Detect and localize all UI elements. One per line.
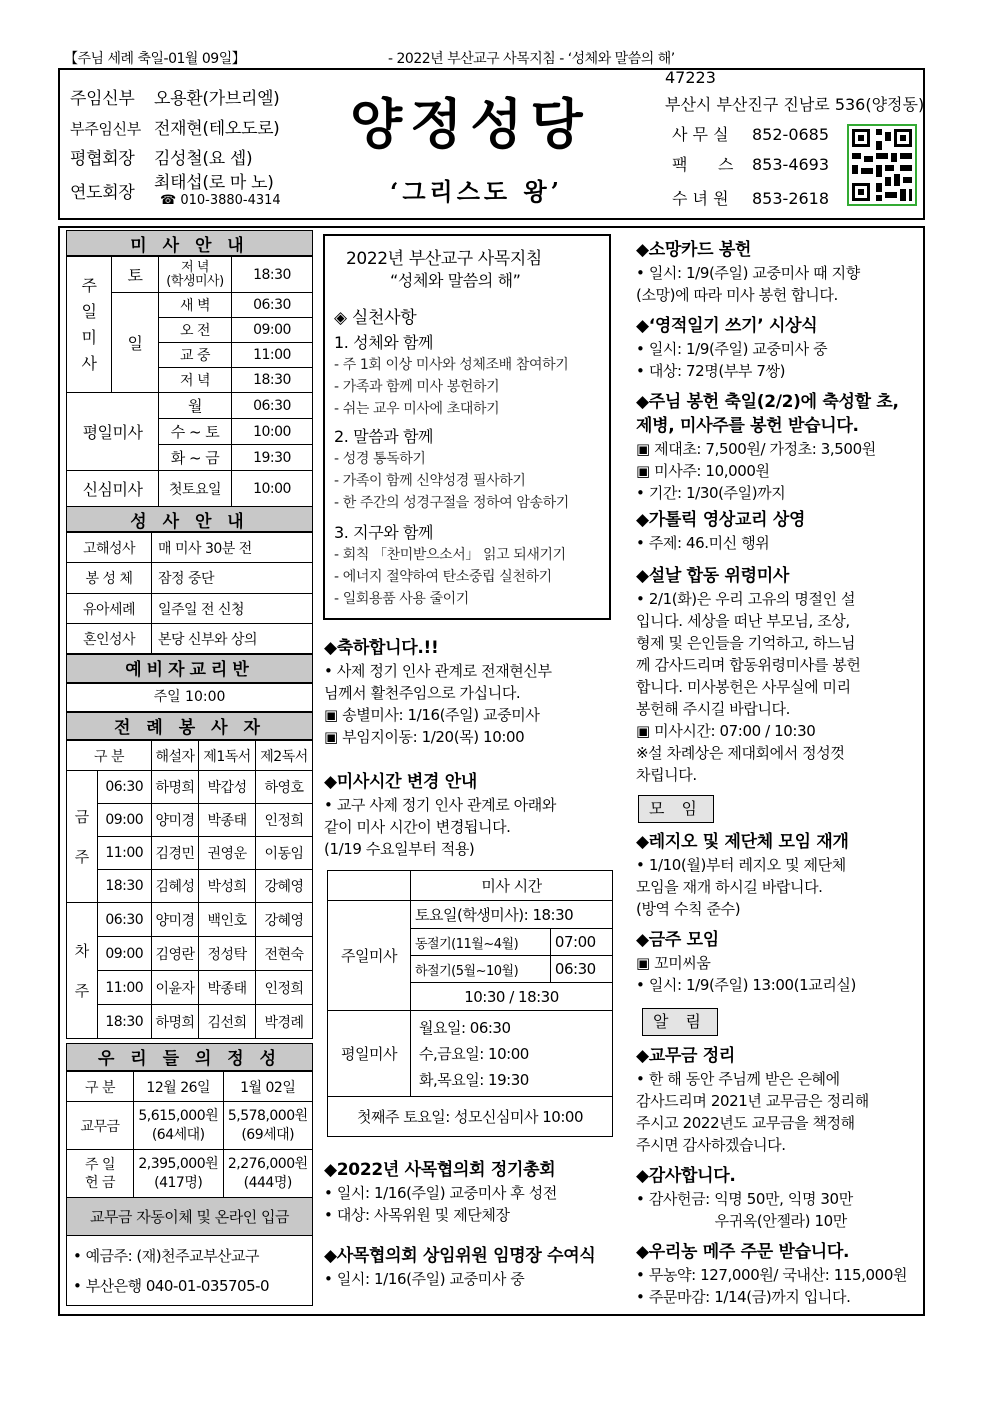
offering-title: 우 리 들 의 정 성 — [66, 1043, 313, 1071]
offering-amount: 2,395,000원 (417명) — [134, 1150, 224, 1198]
server-time: 11:00 — [97, 971, 151, 1005]
mass-time-head: 미사 시간 — [411, 871, 613, 901]
server-reader1: 정성탁 — [199, 937, 256, 971]
memorial-mass-notice: ◆설날 합동 위령미사 • 2/1(화)은 우리 고유의 명절인 설 입니다. 세상을 떠난 부모님, 조상, 형제 및 은인들을 기억하고, 하느님 께 감사드리며 합동위령미사를 봉헌 합니다. 미사봉헌은 사무실에 미리 봉헌해 주시길 바랍니다. ▣ 미사시간: 07:00 / 10:30 ※설 차례상은 제대회에서 정성껏 차립니다. — [636, 566, 861, 784]
server-commentator: 김혜성 — [152, 870, 199, 903]
qr-code-icon[interactable] — [847, 124, 917, 206]
server-time: 11:00 — [97, 837, 151, 870]
assembly-notice: ◆2022년 사목협의회 정기총회 • 일시: 1/16(주일) 교중미사 후 성전 • 대상: 사목위원 및 제단체장 — [324, 1160, 557, 1224]
server-reader2: 인정희 — [256, 804, 313, 837]
server-reader2: 전현숙 — [256, 937, 313, 971]
server-time: 06:30 — [97, 771, 151, 804]
summer-label: 하절기(5월~10월) — [411, 956, 551, 983]
mass-name: 교 중 — [159, 343, 232, 368]
mass-guide-title: 미 사 안 내 — [66, 230, 313, 256]
guide-section-3: 3. 지구와 함께 - 회칙 「찬미받으소서」 읽고 되새기기 - 에너지 절약하여 탄소중립 실천하기 - 일회용품 사용 줄이기 — [334, 523, 566, 607]
mass-time-table — [327, 870, 613, 1137]
server-reader1: 김선희 — [199, 1005, 256, 1039]
bank-account: • 부산은행 040-01-035705-0 — [73, 1276, 270, 1295]
guide-section-1: 1. 성체와 함께 - 주 1회 이상 미사와 성체조배 참여하기 - 가족과 함께 미사 봉헌하기 - 쉬는 교우 미사에 초대하기 — [334, 333, 569, 417]
contact-office: 사 무 실 852-0685 — [672, 125, 830, 144]
sacrament-name: 유아세례 — [67, 594, 152, 624]
offering-header: 12월 26일 — [134, 1072, 224, 1102]
mass-name: 새 벽 — [159, 293, 232, 318]
mass-table — [66, 256, 313, 507]
guide-section-2: 2. 말씀과 함께 - 성경 통독하기 - 가족이 함께 신약성경 필사하기 - 한 주간의 성경구절을 정하여 암송하기 — [334, 427, 569, 511]
servers-header: 구 분 — [67, 741, 152, 771]
sunday-mass-label: 주일미사 — [328, 901, 411, 1011]
contact-convent: 수 녀 원 853-2618 — [672, 189, 830, 208]
candle-offering-notice: ◆주님 봉헌 축일(2/2)에 축성할 초, 제병, 미사주를 봉헌 받습니다. ▣ 제대초: 7,500원/ 가정초: 3,500원 ▣ 미사주: 10,000원 • 기간: 1/30(주일)까지 — [636, 392, 899, 502]
meeting-tag: 모 임 — [638, 795, 714, 823]
address: 부산시 부산진구 진남로 536(양정동) — [665, 95, 925, 114]
server-commentator: 이윤자 — [152, 971, 199, 1005]
sacrament-info: 잠정 중단 — [152, 563, 313, 594]
staff-pastor: 주임신부 오용환(가브리엘) — [70, 89, 280, 109]
winter-label: 동절기(11월~4월) — [411, 929, 551, 956]
sacrament-info: 일주일 전 신청 — [152, 594, 313, 624]
mass-name: 저 녁 (학생미사) — [159, 257, 232, 293]
guide-subtitle: “성체와 말씀의 해” — [390, 271, 521, 290]
contact-fax: 팩 스 853-4693 — [672, 155, 830, 174]
thanks-notice: ◆감사합니다. • 감사헌금: 익명 50만, 익명 30만 우귀옥(안젤라) 10만 — [636, 1166, 853, 1230]
phone-line: ☎ 010-3880-4314 — [160, 193, 281, 208]
weekday-day: 화 ~ 금 — [159, 445, 232, 471]
server-reader1: 박종태 — [199, 804, 256, 837]
video-catechism-notice: ◆가톨릭 영상교리 상영 • 주제: 46.미신 행위 — [636, 510, 806, 552]
meju-order-notice: ◆우리농 메주 주문 받습니다. • 무농약: 127,000원/ 국내산: 115,000원 • 주문마감: 1/14(금)까지 입니다. — [636, 1242, 908, 1306]
server-time: 09:00 — [97, 804, 151, 837]
mass-time: 09:00 — [232, 318, 313, 343]
weekday-wed-fri: 수,금요일: 10:00 — [419, 1044, 529, 1063]
sacrament-name: 봉 성 체 — [67, 563, 152, 594]
church-due-notice: ◆교무금 정리 • 한 해 동안 주님께 받은 은혜에 감사드리며 2021년 교무금은 정리해 주시고 2022년도 교무금을 책정해 주시면 감사하겠습니다. — [636, 1046, 869, 1154]
server-reader2: 이동임 — [256, 837, 313, 870]
catechumen-time: 주일 10:00 — [66, 683, 313, 712]
server-commentator: 김영란 — [152, 937, 199, 971]
sun-label: 일 — [112, 293, 159, 393]
weekday-day: 수 ~ 토 — [159, 419, 232, 445]
notice-tag: 알 림 — [642, 1008, 718, 1036]
offering-kind: 교무금 — [67, 1102, 134, 1150]
server-reader1: 박성희 — [199, 870, 256, 903]
server-reader1: 박종태 — [199, 971, 256, 1005]
mass-change-notice: ◆미사시간 변경 안내 • 교구 사제 정기 인사 관계로 아래와 같이 미사 시간이 변경됩니다. (1/19 수요일부터 적용) — [324, 772, 556, 858]
pastoral-motto: - 2022년 부산교구 사목지침 - ‘성체와 말씀의 해’ — [388, 51, 675, 67]
weekday-label: 평일미사 — [67, 393, 159, 471]
mass-time: 18:30 — [232, 257, 313, 293]
sacrament-name: 고해성사 — [67, 533, 152, 563]
next-week-label: 차 주 — [67, 903, 98, 1039]
winter-time: 07:00 — [550, 929, 612, 956]
sat-student-mass: 토요일(학생미사): 18:30 — [411, 901, 613, 929]
server-reader2: 강혜영 — [256, 903, 313, 937]
this-week-label: 금 주 — [67, 771, 98, 903]
congrats-notice: ◆축하합니다.!! • 사제 정기 인사 관계로 전재현신부 님께서 활천주임으로 가십니다. ▣ 송별미사: 1/16(주일) 교중미사 ▣ 부임지이동: 1/20(목) 10:00 — [324, 638, 552, 746]
church-name: 양정성당 — [350, 92, 591, 156]
sacrament-table — [66, 532, 313, 654]
devotion-label: 신심미사 — [67, 471, 159, 507]
postcode: 47223 — [665, 68, 716, 87]
servers-table — [66, 740, 313, 1039]
server-commentator: 김경민 — [152, 837, 199, 870]
staff-yeondo: 연도회장 — [70, 183, 135, 203]
server-reader1: 권영운 — [199, 837, 256, 870]
staff-assistant: 부주임신부 전재현(테오도로) — [70, 119, 280, 139]
feast-day: 【주님 세례 축일-01월 09일】 — [64, 51, 246, 67]
server-time: 18:30 — [97, 1005, 151, 1039]
server-reader2: 하영호 — [256, 771, 313, 804]
devotion-time: 10:00 — [232, 471, 313, 507]
offering-amount: 5,615,000원 (64세대) — [134, 1102, 224, 1150]
server-reader1: 백인호 — [199, 903, 256, 937]
server-commentator: 하명희 — [152, 771, 199, 804]
phone-icon: ☎ — [160, 193, 177, 208]
diary-award-notice: ◆‘영적일기 쓰기’ 시상식 • 일시: 1/9(주일) 교중미사 중 • 대상: 72명(부부 7쌍) — [636, 316, 828, 380]
offering-amount: 2,276,000원 (444명) — [223, 1150, 313, 1198]
offering-header: 1월 02일 — [223, 1072, 313, 1102]
church-patron: ‘그리스도 왕’ — [390, 177, 563, 206]
server-reader1: 박갑성 — [199, 771, 256, 804]
group-resume-notice: ◆레지오 및 제단체 모임 재개 • 1/10(월)부터 레지오 및 제단체 모임을 재개 하시길 바랍니다. (방역 수칙 준수) — [636, 832, 849, 918]
servers-header: 해설자 — [152, 741, 199, 771]
devotion-day: 첫토요일 — [159, 471, 232, 507]
mass-time: 11:00 — [232, 343, 313, 368]
server-reader2: 박경례 — [256, 1005, 313, 1039]
offering-amount: 5,578,000원 (69세대) — [223, 1102, 313, 1150]
server-time: 06:30 — [97, 903, 151, 937]
appointment-notice: ◆사목협의회 상임위원 임명장 수여식 • 일시: 1/16(주일) 교중미사 중 — [324, 1246, 596, 1288]
server-reader2: 인정희 — [256, 971, 313, 1005]
mass-time: 06:30 — [232, 293, 313, 318]
weekday-time: 10:00 — [232, 419, 313, 445]
summer-time: 06:30 — [550, 956, 612, 983]
first-saturday: 첫째주 토요일: 성모신심미사 10:00 — [328, 1097, 613, 1137]
staff-yeondo-name: 최태섭(로 마 노) — [154, 173, 274, 193]
weekday-tue-thu: 화,목요일: 19:30 — [419, 1070, 529, 1089]
sunday-times: 10:30 / 18:30 — [411, 983, 613, 1011]
server-commentator: 양미경 — [152, 804, 199, 837]
practice-heading: ◈ 실천사항 — [334, 308, 417, 328]
weekday-mass-label: 평일미사 — [328, 1011, 411, 1097]
sacrament-title: 성 사 안 내 — [66, 506, 313, 532]
auto-transfer-title: 교무금 자동이체 및 온라인 입금 — [67, 1198, 313, 1236]
sunday-label: 주 일 미 사 — [67, 257, 112, 393]
hope-card-notice: ◆소망카드 봉헌 • 일시: 1/9(주일) 교중미사 때 지향 (소망)에 따라 미사 봉헌 합니다. — [636, 240, 860, 304]
servers-title: 전 례 봉 사 자 — [66, 712, 313, 740]
offering-table — [66, 1071, 313, 1306]
server-time: 09:00 — [97, 937, 151, 971]
servers-header: 제1독서 — [199, 741, 256, 771]
server-time: 18:30 — [97, 870, 151, 903]
sacrament-name: 혼인성사 — [67, 624, 152, 654]
servers-header: 제2독서 — [256, 741, 313, 771]
account-holder: • 예금주: (재)천주교부산교구 — [73, 1246, 260, 1265]
mass-name: 오 전 — [159, 318, 232, 343]
offering-header: 구 분 — [67, 1072, 134, 1102]
mass-name: 저 녁 — [159, 368, 232, 393]
server-commentator: 하명희 — [152, 1005, 199, 1039]
catechumen-title: 예비자교리반 — [66, 654, 313, 683]
weekday-day: 월 — [159, 393, 232, 419]
guide-title: 2022년 부산교구 사목지침 — [346, 249, 542, 269]
server-reader2: 강혜영 — [256, 870, 313, 903]
sacrament-info: 본당 신부와 상의 — [152, 624, 313, 654]
server-commentator: 양미경 — [152, 903, 199, 937]
week-meeting-notice: ◆금주 모임 ▣ 꼬미씨움 • 일시: 1/9(주일) 13:00(1교리실) — [636, 930, 856, 994]
sacrament-info: 매 미사 30분 전 — [152, 533, 313, 563]
weekday-time: 06:30 — [232, 393, 313, 419]
weekday-mon: 월요일: 06:30 — [419, 1018, 511, 1037]
weekday-time: 19:30 — [232, 445, 313, 471]
mass-time: 18:30 — [232, 368, 313, 393]
sat-label: 토 — [112, 257, 159, 293]
staff-council: 평협회장 김성철(요 셉) — [70, 149, 253, 169]
offering-kind: 주 일 헌 금 — [67, 1150, 134, 1198]
